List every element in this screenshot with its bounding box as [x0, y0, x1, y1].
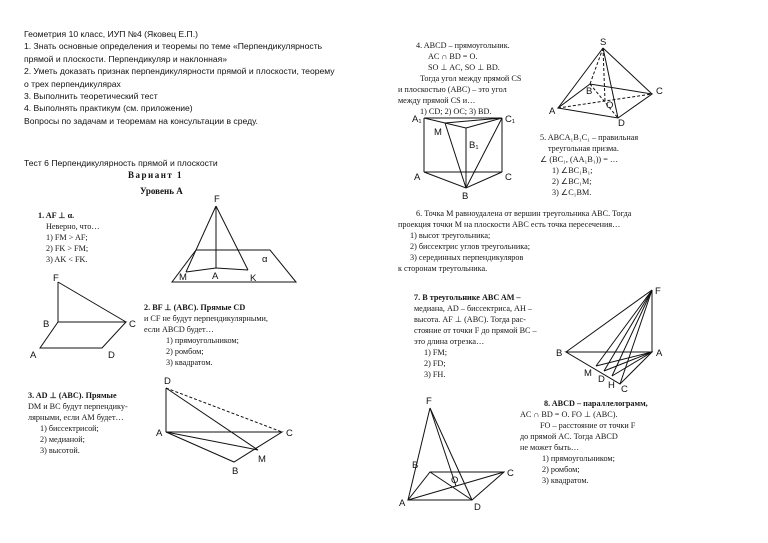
variant-heading: Вариант 1	[128, 170, 184, 180]
q-line: 3) квадратом.	[542, 476, 589, 485]
fig5-label: M	[434, 127, 442, 138]
level-heading: Уровень А	[140, 186, 183, 196]
intro-line: Геометрия 10 класс, ИУП №4 (Яковец Е.П.)	[24, 29, 198, 39]
fig8-label: A	[399, 498, 406, 509]
diagonal-bd	[590, 84, 618, 118]
q-line: 2) медианой;	[40, 435, 85, 444]
fig8-label: O	[451, 475, 459, 486]
q-line: FO – расстояние от точки F	[540, 421, 636, 430]
q-line: AC ∩ BD = O. FO ⊥ (ABC).	[520, 410, 618, 419]
segment-fb	[566, 290, 652, 352]
fig1-label: M	[179, 272, 187, 283]
figure-7	[556, 286, 663, 395]
fig5-label: C	[505, 172, 512, 183]
q-line: и плоскостью (ABC) – это угол	[398, 85, 507, 94]
q-line: SO ⊥ AC, SO ⊥ BD.	[428, 63, 500, 72]
q-line: 1) прямоугольником;	[542, 454, 615, 463]
q-line: 1) высот треугольника;	[410, 231, 491, 240]
figure-8	[399, 396, 514, 513]
fig5-label: C₁	[505, 114, 516, 125]
intro-line: 3. Выполнить теоретический тест	[24, 91, 158, 102]
fig4-label: O	[606, 100, 614, 111]
fig1-label: K	[250, 273, 257, 284]
q-line: 1) прямоугольником;	[166, 336, 239, 345]
test-title: Тест 6 Перпендикулярность прямой и плоскости	[24, 158, 218, 168]
figure-3	[156, 376, 293, 477]
q-line: 2) FD;	[424, 359, 446, 368]
fig4-label: D	[618, 118, 625, 129]
fig3-label: A	[156, 428, 163, 439]
q-line: 2) ∠BC₁M;	[552, 177, 592, 186]
q-line: до прямой AC. Тогда ABCD	[520, 432, 618, 441]
q-line: 3) AK < FK.	[46, 255, 88, 264]
fig3-label: B	[232, 466, 239, 477]
segment-mb	[445, 123, 466, 188]
q-line: 3) ∠C₁BM.	[552, 188, 592, 197]
fig3-label: M	[258, 454, 266, 465]
intro-line: прямой и плоскости. Перпендикуляр и наклонная»	[24, 53, 228, 64]
fig3-label: C	[286, 428, 293, 439]
fig3-label: D	[164, 376, 171, 387]
fig4-label: S	[600, 37, 607, 48]
q-line: 1. AF ⊥ α.	[38, 211, 75, 220]
q-line: между прямой CS и…	[398, 96, 476, 105]
q-line: Тогда угол между прямой CS	[420, 74, 522, 83]
figure-4	[549, 37, 663, 129]
fig2-label: C	[129, 319, 136, 330]
segment-dc	[166, 388, 282, 432]
segment-fk	[216, 206, 248, 270]
fig7-label: M	[584, 368, 592, 379]
fig2-label: A	[30, 350, 37, 361]
q-line: 6. Точка M равноудалена от вершин треугольника ABC. Тогда	[416, 209, 632, 218]
figure-1	[172, 194, 296, 284]
fig1-label: F	[214, 194, 220, 205]
figure-2	[30, 273, 136, 361]
fig8-label: C	[507, 468, 514, 479]
q-line: AC ∩ BD = O.	[428, 52, 478, 61]
intro-line: 2. Уметь доказать признак перпендикулярности прямой и плоскости, теорему	[24, 66, 335, 77]
q-line: 1) биссектрисой;	[40, 424, 99, 433]
fig7-label: A	[656, 348, 663, 359]
intro-line: 1. Знать основные определения и теоремы по теме «Перпендикулярность	[24, 41, 323, 52]
q-line: 3. AD ⊥ (ABC). Прямые	[28, 391, 117, 400]
intro-line: 4. Выполнять практикум (см. приложение)	[24, 103, 193, 114]
fig4-label: A	[549, 106, 556, 117]
intro-line: Вопросы по задачам и теоремам на консультации в среду.	[24, 115, 258, 126]
q-line: Неверно, что…	[46, 222, 100, 231]
segment-fc	[620, 290, 652, 384]
fig7-label: B	[556, 348, 563, 359]
q-line: 1) FM > AF;	[46, 233, 88, 242]
segment-fm	[186, 206, 216, 272]
segment-fc	[58, 282, 126, 322]
q-line: DM и BC будут перпендику-	[28, 402, 128, 411]
q-line: 2) ромбом;	[542, 465, 580, 474]
fig1-label: α	[262, 254, 268, 265]
q-line: 3) серединных перпендикуляров	[410, 253, 524, 262]
segment-bc1	[466, 118, 502, 188]
base-abcd	[40, 322, 126, 348]
fig8-label: F	[426, 396, 432, 407]
q-line: 2. BF ⊥ (ABC). Прямые CD	[144, 303, 246, 312]
q-line: стояние от точки F до прямой BC –	[414, 326, 537, 335]
figure-5	[412, 114, 515, 202]
fig7-label: C	[621, 384, 628, 395]
q-line: не может быть…	[520, 443, 580, 452]
q-line: треугольная призма.	[548, 144, 619, 153]
fig2-label: D	[108, 350, 115, 361]
q-line: если ABCD будет…	[144, 325, 214, 334]
q-line: 8. ABCD – параллелограмм,	[544, 399, 648, 408]
intro-line: о трех перпендикулярах	[24, 78, 121, 89]
q-line: проекция точки M на плоскости ABC есть точка пересечения…	[398, 220, 621, 229]
q-line: ∠ (BC₁, (AA₁B₁)) = …	[540, 155, 619, 164]
diagonal-ac	[558, 94, 652, 108]
fig7-label: D	[598, 374, 605, 385]
edge-sb	[590, 48, 603, 84]
q-line: высота. AF ⊥ (ABC). Тогда рас-	[414, 315, 526, 324]
q-line: это длина отрезка…	[414, 337, 485, 346]
fig4-label: C	[656, 86, 663, 97]
fig5-label: A	[414, 172, 421, 183]
q-line: лярными, если AM будет…	[28, 413, 124, 422]
q-line: 3) квадратом.	[166, 358, 213, 367]
q-line: 1) CD; 2) OC; 3) BD.	[420, 107, 492, 116]
fig5-label: A₁	[412, 114, 422, 125]
q-line: 1) FM;	[424, 348, 447, 357]
plane-alpha	[172, 250, 296, 282]
fig2-label: B	[43, 319, 50, 330]
q-line: 2) биссектрис углов треугольника;	[410, 242, 531, 251]
fig8-label: D	[474, 502, 481, 513]
q-line: 1) ∠BC₁B₁;	[552, 166, 593, 175]
q-line: 2) FK > FM;	[46, 244, 89, 253]
q-line: 3) FH.	[424, 370, 446, 379]
fig7-label: H	[608, 380, 615, 391]
q-line: 7. В треугольнике ABC AM –	[414, 293, 521, 302]
q-line: медиана, AD – биссектриса, AH –	[414, 304, 533, 313]
fig4-label: B	[586, 86, 593, 97]
q-line: 3) высотой.	[40, 446, 80, 455]
q-line: и CF не будут перпендикулярными,	[144, 314, 268, 323]
edge-sa	[558, 48, 603, 108]
segment-fh	[612, 290, 652, 376]
q-line: к сторонам треугольника.	[398, 264, 488, 273]
fig1-label: A	[212, 271, 219, 282]
segment-ak	[216, 268, 248, 270]
q-line: 5. ABCA₁B₁C₁ – правильная	[540, 133, 639, 142]
q-line: 2) ромбом;	[166, 347, 204, 356]
q-line: 4. ABCD – прямоугольник.	[416, 41, 510, 50]
fig8-label: B	[412, 460, 419, 471]
fig5-label: B	[462, 191, 469, 202]
fig5-label: B₁	[469, 140, 479, 151]
fig7-label: F	[655, 286, 661, 297]
fig2-label: F	[53, 273, 59, 284]
bisector-ad	[604, 352, 652, 371]
